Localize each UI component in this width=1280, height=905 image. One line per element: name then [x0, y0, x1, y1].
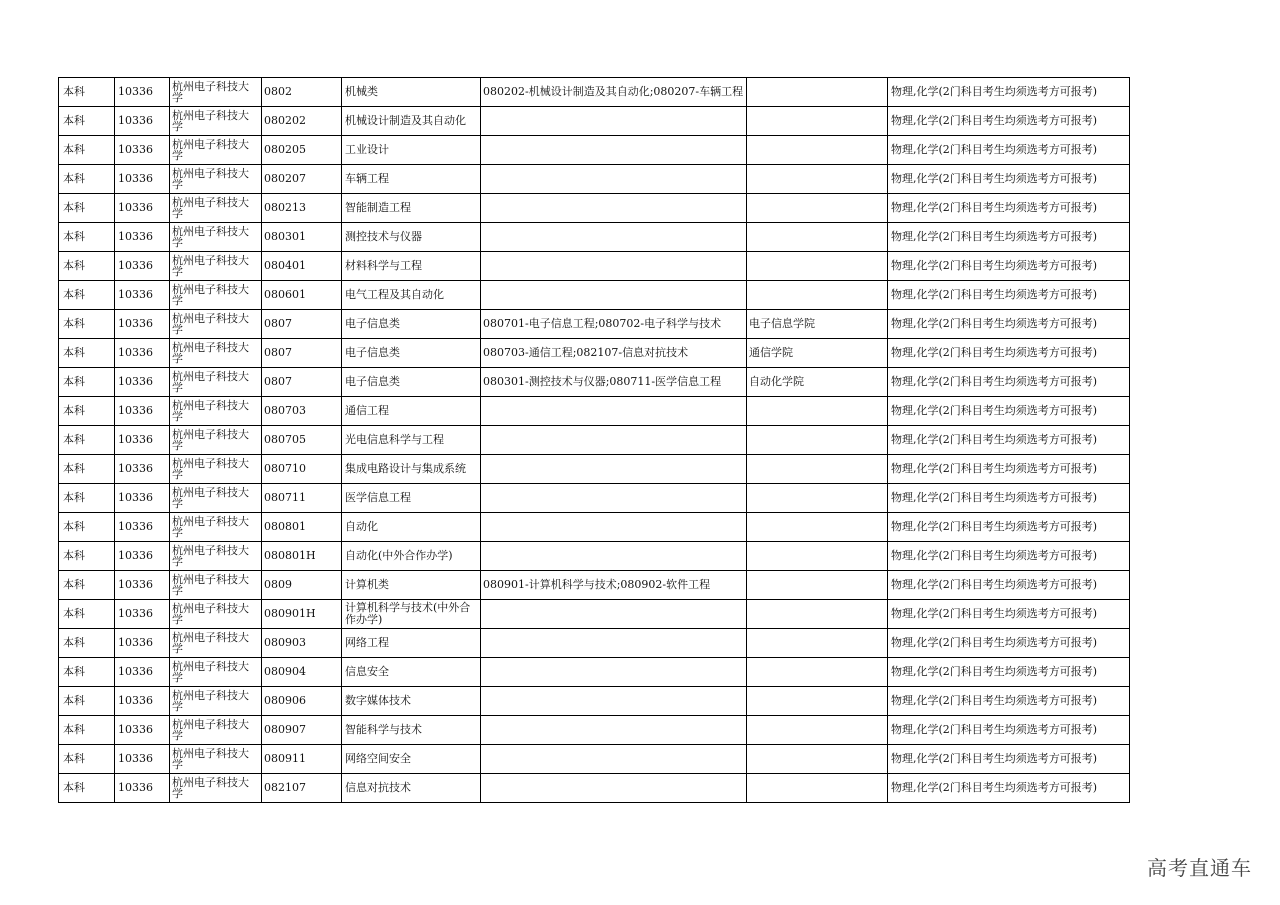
included-majors-cell [481, 600, 747, 629]
college-cell [747, 687, 888, 716]
school-code-cell: 10336 [115, 194, 170, 223]
college-cell [747, 136, 888, 165]
school-code-cell: 10336 [115, 252, 170, 281]
school-name-cell: 杭州电子科技大学 [170, 339, 262, 368]
subject-requirement-cell: 物理,化学(2门科目考生均须选考方可报考) [888, 716, 1130, 745]
subject-requirement-cell: 物理,化学(2门科目考生均须选考方可报考) [888, 310, 1130, 339]
school-code-cell: 10336 [115, 745, 170, 774]
included-majors-cell [481, 281, 747, 310]
college-cell [747, 397, 888, 426]
major-name-cell: 自动化 [342, 513, 481, 542]
included-majors-cell [481, 629, 747, 658]
level-cell: 本科 [59, 78, 115, 107]
school-code-cell: 10336 [115, 600, 170, 629]
major-name-cell: 数字媒体技术 [342, 687, 481, 716]
table-row [59, 339, 1130, 368]
school-code-cell: 10336 [115, 571, 170, 600]
included-majors-cell [481, 426, 747, 455]
college-cell [747, 281, 888, 310]
school-code-cell: 10336 [115, 716, 170, 745]
level-cell: 本科 [59, 223, 115, 252]
school-code-cell: 10336 [115, 426, 170, 455]
level-cell: 本科 [59, 252, 115, 281]
school-code-cell: 10336 [115, 165, 170, 194]
school-code-cell: 10336 [115, 78, 170, 107]
major-code-cell: 082107 [262, 774, 342, 803]
major-name-cell: 网络工程 [342, 629, 481, 658]
major-name-cell: 机械设计制造及其自动化 [342, 107, 481, 136]
college-cell [747, 600, 888, 629]
school-code-cell: 10336 [115, 658, 170, 687]
level-cell: 本科 [59, 107, 115, 136]
school-code-cell: 10336 [115, 455, 170, 484]
included-majors-cell: 080901-计算机科学与技术;080902-软件工程 [481, 571, 747, 600]
college-cell [747, 426, 888, 455]
table-row [59, 600, 1130, 629]
major-code-cell: 080205 [262, 136, 342, 165]
table-row [59, 368, 1130, 397]
subject-requirement-cell: 物理,化学(2门科目考生均须选考方可报考) [888, 78, 1130, 107]
table-row [59, 629, 1130, 658]
included-majors-cell: 080703-通信工程;082107-信息对抗技术 [481, 339, 747, 368]
school-code-cell: 10336 [115, 542, 170, 571]
major-name-cell: 光电信息科学与工程 [342, 426, 481, 455]
major-name-cell: 网络空间安全 [342, 745, 481, 774]
school-code-cell: 10336 [115, 107, 170, 136]
included-majors-cell [481, 484, 747, 513]
school-name-cell: 杭州电子科技大学 [170, 629, 262, 658]
table-body [59, 78, 1130, 803]
school-code-cell: 10336 [115, 136, 170, 165]
level-cell: 本科 [59, 339, 115, 368]
subject-requirement-cell: 物理,化学(2门科目考生均须选考方可报考) [888, 397, 1130, 426]
college-cell [747, 716, 888, 745]
level-cell: 本科 [59, 281, 115, 310]
school-code-cell: 10336 [115, 223, 170, 252]
included-majors-cell [481, 397, 747, 426]
major-code-cell: 080911 [262, 745, 342, 774]
college-cell [747, 165, 888, 194]
subject-requirement-cell: 物理,化学(2门科目考生均须选考方可报考) [888, 571, 1130, 600]
major-name-cell: 车辆工程 [342, 165, 481, 194]
level-cell: 本科 [59, 368, 115, 397]
college-cell [747, 513, 888, 542]
college-cell [747, 542, 888, 571]
school-name-cell: 杭州电子科技大学 [170, 397, 262, 426]
table-row [59, 745, 1130, 774]
subject-requirement-cell: 物理,化学(2门科目考生均须选考方可报考) [888, 165, 1130, 194]
major-code-cell: 080202 [262, 107, 342, 136]
included-majors-cell [481, 136, 747, 165]
school-name-cell: 杭州电子科技大学 [170, 716, 262, 745]
school-name-cell: 杭州电子科技大学 [170, 571, 262, 600]
school-code-cell: 10336 [115, 310, 170, 339]
major-code-cell: 0807 [262, 368, 342, 397]
included-majors-cell [481, 716, 747, 745]
subject-requirement-cell: 物理,化学(2门科目考生均须选考方可报考) [888, 426, 1130, 455]
subject-requirement-cell: 物理,化学(2门科目考生均须选考方可报考) [888, 368, 1130, 397]
major-code-cell: 080703 [262, 397, 342, 426]
included-majors-cell: 080701-电子信息工程;080702-电子科学与技术 [481, 310, 747, 339]
table-row [59, 542, 1130, 571]
major-name-cell: 计算机类 [342, 571, 481, 600]
included-majors-cell [481, 774, 747, 803]
school-name-cell: 杭州电子科技大学 [170, 542, 262, 571]
college-cell [747, 484, 888, 513]
major-code-cell: 080907 [262, 716, 342, 745]
major-code-cell: 080801 [262, 513, 342, 542]
school-code-cell: 10336 [115, 339, 170, 368]
major-code-cell: 080710 [262, 455, 342, 484]
school-name-cell: 杭州电子科技大学 [170, 107, 262, 136]
college-cell [747, 571, 888, 600]
subject-requirements-table [58, 77, 1130, 803]
school-name-cell: 杭州电子科技大学 [170, 658, 262, 687]
level-cell: 本科 [59, 571, 115, 600]
school-code-cell: 10336 [115, 629, 170, 658]
major-code-cell: 0802 [262, 78, 342, 107]
table-row [59, 281, 1130, 310]
major-name-cell: 通信工程 [342, 397, 481, 426]
school-name-cell: 杭州电子科技大学 [170, 745, 262, 774]
school-name-cell: 杭州电子科技大学 [170, 136, 262, 165]
included-majors-cell [481, 252, 747, 281]
school-name-cell: 杭州电子科技大学 [170, 310, 262, 339]
major-code-cell: 080711 [262, 484, 342, 513]
college-cell: 自动化学院 [747, 368, 888, 397]
level-cell: 本科 [59, 774, 115, 803]
subject-requirement-cell: 物理,化学(2门科目考生均须选考方可报考) [888, 484, 1130, 513]
school-name-cell: 杭州电子科技大学 [170, 252, 262, 281]
table-row [59, 194, 1130, 223]
included-majors-cell [481, 542, 747, 571]
college-cell [747, 107, 888, 136]
level-cell: 本科 [59, 397, 115, 426]
major-name-cell: 电子信息类 [342, 339, 481, 368]
included-majors-cell [481, 223, 747, 252]
college-cell [747, 194, 888, 223]
major-code-cell: 080401 [262, 252, 342, 281]
school-name-cell: 杭州电子科技大学 [170, 281, 262, 310]
school-code-cell: 10336 [115, 397, 170, 426]
level-cell: 本科 [59, 136, 115, 165]
table-row [59, 136, 1130, 165]
college-cell: 通信学院 [747, 339, 888, 368]
major-code-cell: 080213 [262, 194, 342, 223]
subject-requirement-cell: 物理,化学(2门科目考生均须选考方可报考) [888, 513, 1130, 542]
major-code-cell: 080904 [262, 658, 342, 687]
table-row [59, 658, 1130, 687]
level-cell: 本科 [59, 687, 115, 716]
level-cell: 本科 [59, 745, 115, 774]
level-cell: 本科 [59, 600, 115, 629]
major-code-cell: 080207 [262, 165, 342, 194]
level-cell: 本科 [59, 658, 115, 687]
table-row [59, 774, 1130, 803]
school-name-cell: 杭州电子科技大学 [170, 165, 262, 194]
level-cell: 本科 [59, 513, 115, 542]
level-cell: 本科 [59, 484, 115, 513]
level-cell: 本科 [59, 629, 115, 658]
major-code-cell: 080705 [262, 426, 342, 455]
subject-requirement-cell: 物理,化学(2门科目考生均须选考方可报考) [888, 542, 1130, 571]
major-code-cell: 0807 [262, 339, 342, 368]
table-row [59, 223, 1130, 252]
subject-requirement-cell: 物理,化学(2门科目考生均须选考方可报考) [888, 658, 1130, 687]
table-row [59, 716, 1130, 745]
major-name-cell: 智能科学与技术 [342, 716, 481, 745]
subject-requirement-cell: 物理,化学(2门科目考生均须选考方可报考) [888, 600, 1130, 629]
table-row [59, 252, 1130, 281]
major-name-cell: 测控技术与仪器 [342, 223, 481, 252]
included-majors-cell [481, 513, 747, 542]
table-row [59, 484, 1130, 513]
table-row [59, 78, 1130, 107]
college-cell [747, 252, 888, 281]
included-majors-cell [481, 455, 747, 484]
college-cell [747, 658, 888, 687]
major-name-cell: 集成电路设计与集成系统 [342, 455, 481, 484]
college-cell [747, 629, 888, 658]
subject-requirement-cell: 物理,化学(2门科目考生均须选考方可报考) [888, 281, 1130, 310]
included-majors-cell [481, 194, 747, 223]
table-row [59, 310, 1130, 339]
included-majors-cell: 080301-测控技术与仪器;080711-医学信息工程 [481, 368, 747, 397]
college-cell: 电子信息学院 [747, 310, 888, 339]
college-cell [747, 745, 888, 774]
level-cell: 本科 [59, 310, 115, 339]
table-row [59, 571, 1130, 600]
watermark-text: 高考直通车 [1147, 856, 1252, 880]
school-name-cell: 杭州电子科技大学 [170, 78, 262, 107]
school-name-cell: 杭州电子科技大学 [170, 223, 262, 252]
major-name-cell: 电子信息类 [342, 310, 481, 339]
major-name-cell: 电子信息类 [342, 368, 481, 397]
major-code-cell: 080801H [262, 542, 342, 571]
major-name-cell: 计算机科学与技术(中外合作办学) [342, 600, 481, 629]
major-code-cell: 080901H [262, 600, 342, 629]
major-name-cell: 信息安全 [342, 658, 481, 687]
school-code-cell: 10336 [115, 774, 170, 803]
major-name-cell: 材料科学与工程 [342, 252, 481, 281]
major-code-cell: 0809 [262, 571, 342, 600]
table-row [59, 455, 1130, 484]
level-cell: 本科 [59, 194, 115, 223]
major-code-cell: 080903 [262, 629, 342, 658]
table-row [59, 687, 1130, 716]
college-cell [747, 78, 888, 107]
major-name-cell: 医学信息工程 [342, 484, 481, 513]
subject-requirement-cell: 物理,化学(2门科目考生均须选考方可报考) [888, 629, 1130, 658]
college-cell [747, 455, 888, 484]
major-name-cell: 信息对抗技术 [342, 774, 481, 803]
included-majors-cell [481, 165, 747, 194]
subject-requirement-cell: 物理,化学(2门科目考生均须选考方可报考) [888, 136, 1130, 165]
subject-requirement-cell: 物理,化学(2门科目考生均须选考方可报考) [888, 687, 1130, 716]
school-code-cell: 10336 [115, 484, 170, 513]
included-majors-cell [481, 658, 747, 687]
table-row [59, 513, 1130, 542]
school-name-cell: 杭州电子科技大学 [170, 513, 262, 542]
table-row [59, 107, 1130, 136]
school-name-cell: 杭州电子科技大学 [170, 687, 262, 716]
school-code-cell: 10336 [115, 513, 170, 542]
level-cell: 本科 [59, 426, 115, 455]
college-cell [747, 223, 888, 252]
level-cell: 本科 [59, 165, 115, 194]
school-code-cell: 10336 [115, 687, 170, 716]
subject-requirement-cell: 物理,化学(2门科目考生均须选考方可报考) [888, 252, 1130, 281]
college-cell [747, 774, 888, 803]
table-row [59, 165, 1130, 194]
major-name-cell: 机械类 [342, 78, 481, 107]
major-name-cell: 电气工程及其自动化 [342, 281, 481, 310]
major-name-cell: 自动化(中外合作办学) [342, 542, 481, 571]
school-name-cell: 杭州电子科技大学 [170, 774, 262, 803]
included-majors-cell: 080202-机械设计制造及其自动化;080207-车辆工程 [481, 78, 747, 107]
subject-requirement-cell: 物理,化学(2门科目考生均须选考方可报考) [888, 107, 1130, 136]
level-cell: 本科 [59, 455, 115, 484]
table-row [59, 397, 1130, 426]
table-row [59, 426, 1130, 455]
school-name-cell: 杭州电子科技大学 [170, 426, 262, 455]
included-majors-cell [481, 745, 747, 774]
level-cell: 本科 [59, 542, 115, 571]
subject-requirement-cell: 物理,化学(2门科目考生均须选考方可报考) [888, 774, 1130, 803]
school-code-cell: 10336 [115, 281, 170, 310]
subject-requirement-cell: 物理,化学(2门科目考生均须选考方可报考) [888, 223, 1130, 252]
school-code-cell: 10336 [115, 368, 170, 397]
school-name-cell: 杭州电子科技大学 [170, 600, 262, 629]
school-name-cell: 杭州电子科技大学 [170, 368, 262, 397]
included-majors-cell [481, 107, 747, 136]
major-code-cell: 080601 [262, 281, 342, 310]
major-name-cell: 智能制造工程 [342, 194, 481, 223]
major-code-cell: 0807 [262, 310, 342, 339]
major-name-cell: 工业设计 [342, 136, 481, 165]
included-majors-cell [481, 687, 747, 716]
subject-requirement-cell: 物理,化学(2门科目考生均须选考方可报考) [888, 745, 1130, 774]
school-name-cell: 杭州电子科技大学 [170, 455, 262, 484]
subject-requirement-cell: 物理,化学(2门科目考生均须选考方可报考) [888, 194, 1130, 223]
school-name-cell: 杭州电子科技大学 [170, 194, 262, 223]
subject-requirement-cell: 物理,化学(2门科目考生均须选考方可报考) [888, 455, 1130, 484]
major-code-cell: 080301 [262, 223, 342, 252]
subject-requirement-cell: 物理,化学(2门科目考生均须选考方可报考) [888, 339, 1130, 368]
major-code-cell: 080906 [262, 687, 342, 716]
level-cell: 本科 [59, 716, 115, 745]
school-name-cell: 杭州电子科技大学 [170, 484, 262, 513]
